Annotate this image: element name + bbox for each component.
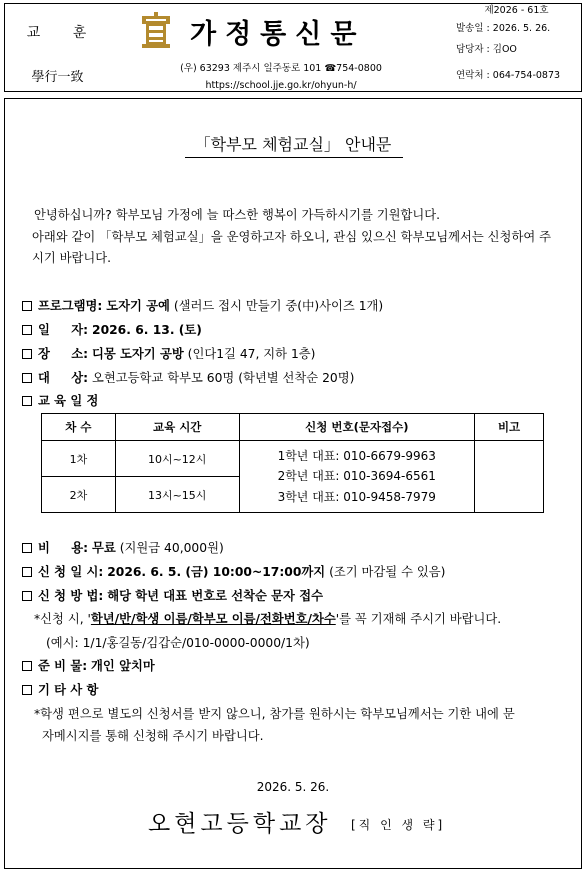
etc-label: 기 타 사 항: [38, 683, 99, 697]
period-label: 신 청 일 시:: [38, 565, 104, 579]
cost-item: [22, 538, 224, 556]
principal-signature: 오현고등학교장: [148, 811, 332, 837]
intro-line-2: 아래와 같이 「학부모 체험교실」을 운영하고자 하오니, 관심 있으신 학부모님께서는 신청하여 주: [32, 229, 551, 244]
target-label: 대 상:: [38, 371, 89, 385]
contacts-cell: [239, 441, 475, 513]
newsletter-name: 가정통신문: [190, 19, 366, 50]
checkbox-icon: [22, 685, 32, 695]
contact-line: 3학년 대표: 010-9458-7979: [277, 489, 436, 504]
checkbox-icon: [22, 543, 32, 553]
document-title: 「학부모 체험교실」 안내문: [194, 135, 392, 154]
checkbox-icon: [22, 301, 32, 311]
school-motto: 學行一致: [31, 70, 84, 85]
signature-date: 2026. 5. 26.: [256, 780, 330, 794]
newsletter-title-cell: [110, 4, 452, 60]
table-header: 신청 번호(문자접수): [239, 414, 475, 441]
table-header: 교육 시간: [115, 414, 239, 441]
etc-line-2: 자메시지를 통해 신청해 주시기 바랍니다.: [42, 729, 264, 743]
school-address: (우) 63293 제주시 일주동로 101 ☎754-0800: [180, 63, 382, 74]
issue-number: 제2026 - 61호: [484, 5, 549, 16]
checkbox-icon: [22, 349, 32, 359]
place-note: (인다1길 47, 지하 1층): [187, 347, 316, 361]
checkbox-icon: [22, 396, 32, 406]
target-item: [22, 368, 354, 386]
method-note: [34, 609, 501, 627]
title-underline: [185, 157, 403, 158]
intro-line-3: 시기 바랍니다.: [32, 251, 112, 265]
etc-item: [22, 680, 98, 698]
checkbox-icon: [22, 591, 32, 601]
schedule-item: [22, 391, 98, 409]
method-note-post: '를 꼭 기재해 주시기 바랍니다.: [335, 612, 502, 626]
checkbox-icon: [22, 325, 32, 335]
table-header: 차 수: [42, 414, 116, 441]
method-label: 신 청 방 법:: [38, 589, 104, 603]
period-item: [22, 562, 445, 580]
checkbox-icon: [22, 661, 32, 671]
school-motto-heading: 교 훈: [26, 25, 101, 41]
time-cell: 13시~15시: [115, 477, 239, 513]
contact-line: 2학년 대표: 010-3694-6561: [277, 469, 436, 484]
table-header: 비고: [475, 414, 544, 441]
cost-note: (지원금 40,000원): [119, 541, 224, 555]
place-value: 디몽 도자기 공방: [92, 347, 184, 361]
date-value: 2026. 6. 13. (토): [92, 323, 202, 337]
program-note: (샐러드 접시 만들기 중(中)사이즈 1개): [173, 299, 384, 313]
place-item: [22, 344, 315, 362]
contact-line: 1학년 대표: 010-6679-9963: [277, 448, 436, 463]
date-label: 일 자:: [38, 323, 89, 337]
method-note-pre: *신청 시, ': [34, 612, 91, 626]
place-label: 장 소:: [38, 347, 89, 361]
checkbox-icon: [22, 567, 32, 577]
cost-label: 비 용:: [38, 541, 89, 555]
manager: 담당자 : 김OO: [456, 44, 517, 55]
time-cell: 10시~12시: [115, 441, 239, 477]
period-note: (조기 마감될 수 있음): [329, 565, 446, 579]
target-value: 오현고등학교 학부모 60명: [92, 371, 235, 385]
contact-number: 연락처 : 064-754-0873: [456, 70, 561, 81]
newsletter-header: [4, 3, 582, 92]
cost-value: 무료: [92, 541, 116, 555]
issue-date: 발송일 : 2026. 5. 26.: [456, 23, 551, 34]
program-label: 프로그램명:: [38, 299, 103, 313]
round-cell: 1차: [42, 441, 116, 477]
prep-item: [22, 656, 155, 674]
school-url[interactable]: https://school.jje.go.kr/ohyun-h/: [205, 80, 357, 91]
target-note: (학년별 선착순 20명): [238, 371, 355, 385]
method-item: [22, 586, 323, 604]
method-example: (예시: 1/1/홍길동/김갑순/010-0000-0000/1차): [46, 636, 310, 650]
program-item: [22, 296, 383, 314]
prep-value: 개인 앞치마: [91, 659, 155, 673]
school-logo-icon: [138, 10, 174, 50]
table-header-row: [42, 414, 544, 441]
prep-label: 준 비 물:: [38, 659, 88, 673]
date-item: [22, 320, 202, 338]
checkbox-icon: [22, 373, 32, 383]
method-value: 해당 학년 대표 번호로 선착순 문자 접수: [107, 589, 323, 603]
seal-omitted: [직 인 생 략]: [351, 818, 446, 832]
intro-paragraph: [32, 205, 572, 270]
intro-line-1: 안녕하십니까? 학부모님 가정에 늘 따스한 행복이 가득하시기를 기원합니다.: [34, 208, 441, 222]
period-value: 2026. 6. 5. (금) 10:00~17:00까지: [107, 565, 326, 579]
school-address-cell: [110, 60, 452, 91]
schedule-table: [41, 413, 544, 513]
table-row: [42, 441, 544, 477]
round-cell: 2차: [42, 477, 116, 513]
etc-line-1: *학생 편으로 별도의 신청서를 받지 않으니, 참가를 원하시는 학부모님께서는 기한 내에 문: [34, 707, 515, 721]
schedule-label: 교 육 일 정: [38, 394, 99, 408]
program-value: 도자기 공예: [106, 299, 170, 313]
remarks-cell: [475, 441, 544, 513]
method-note-fields: 학년/반/학생 이름/학부모 이름/전화번호/차수: [90, 612, 336, 626]
